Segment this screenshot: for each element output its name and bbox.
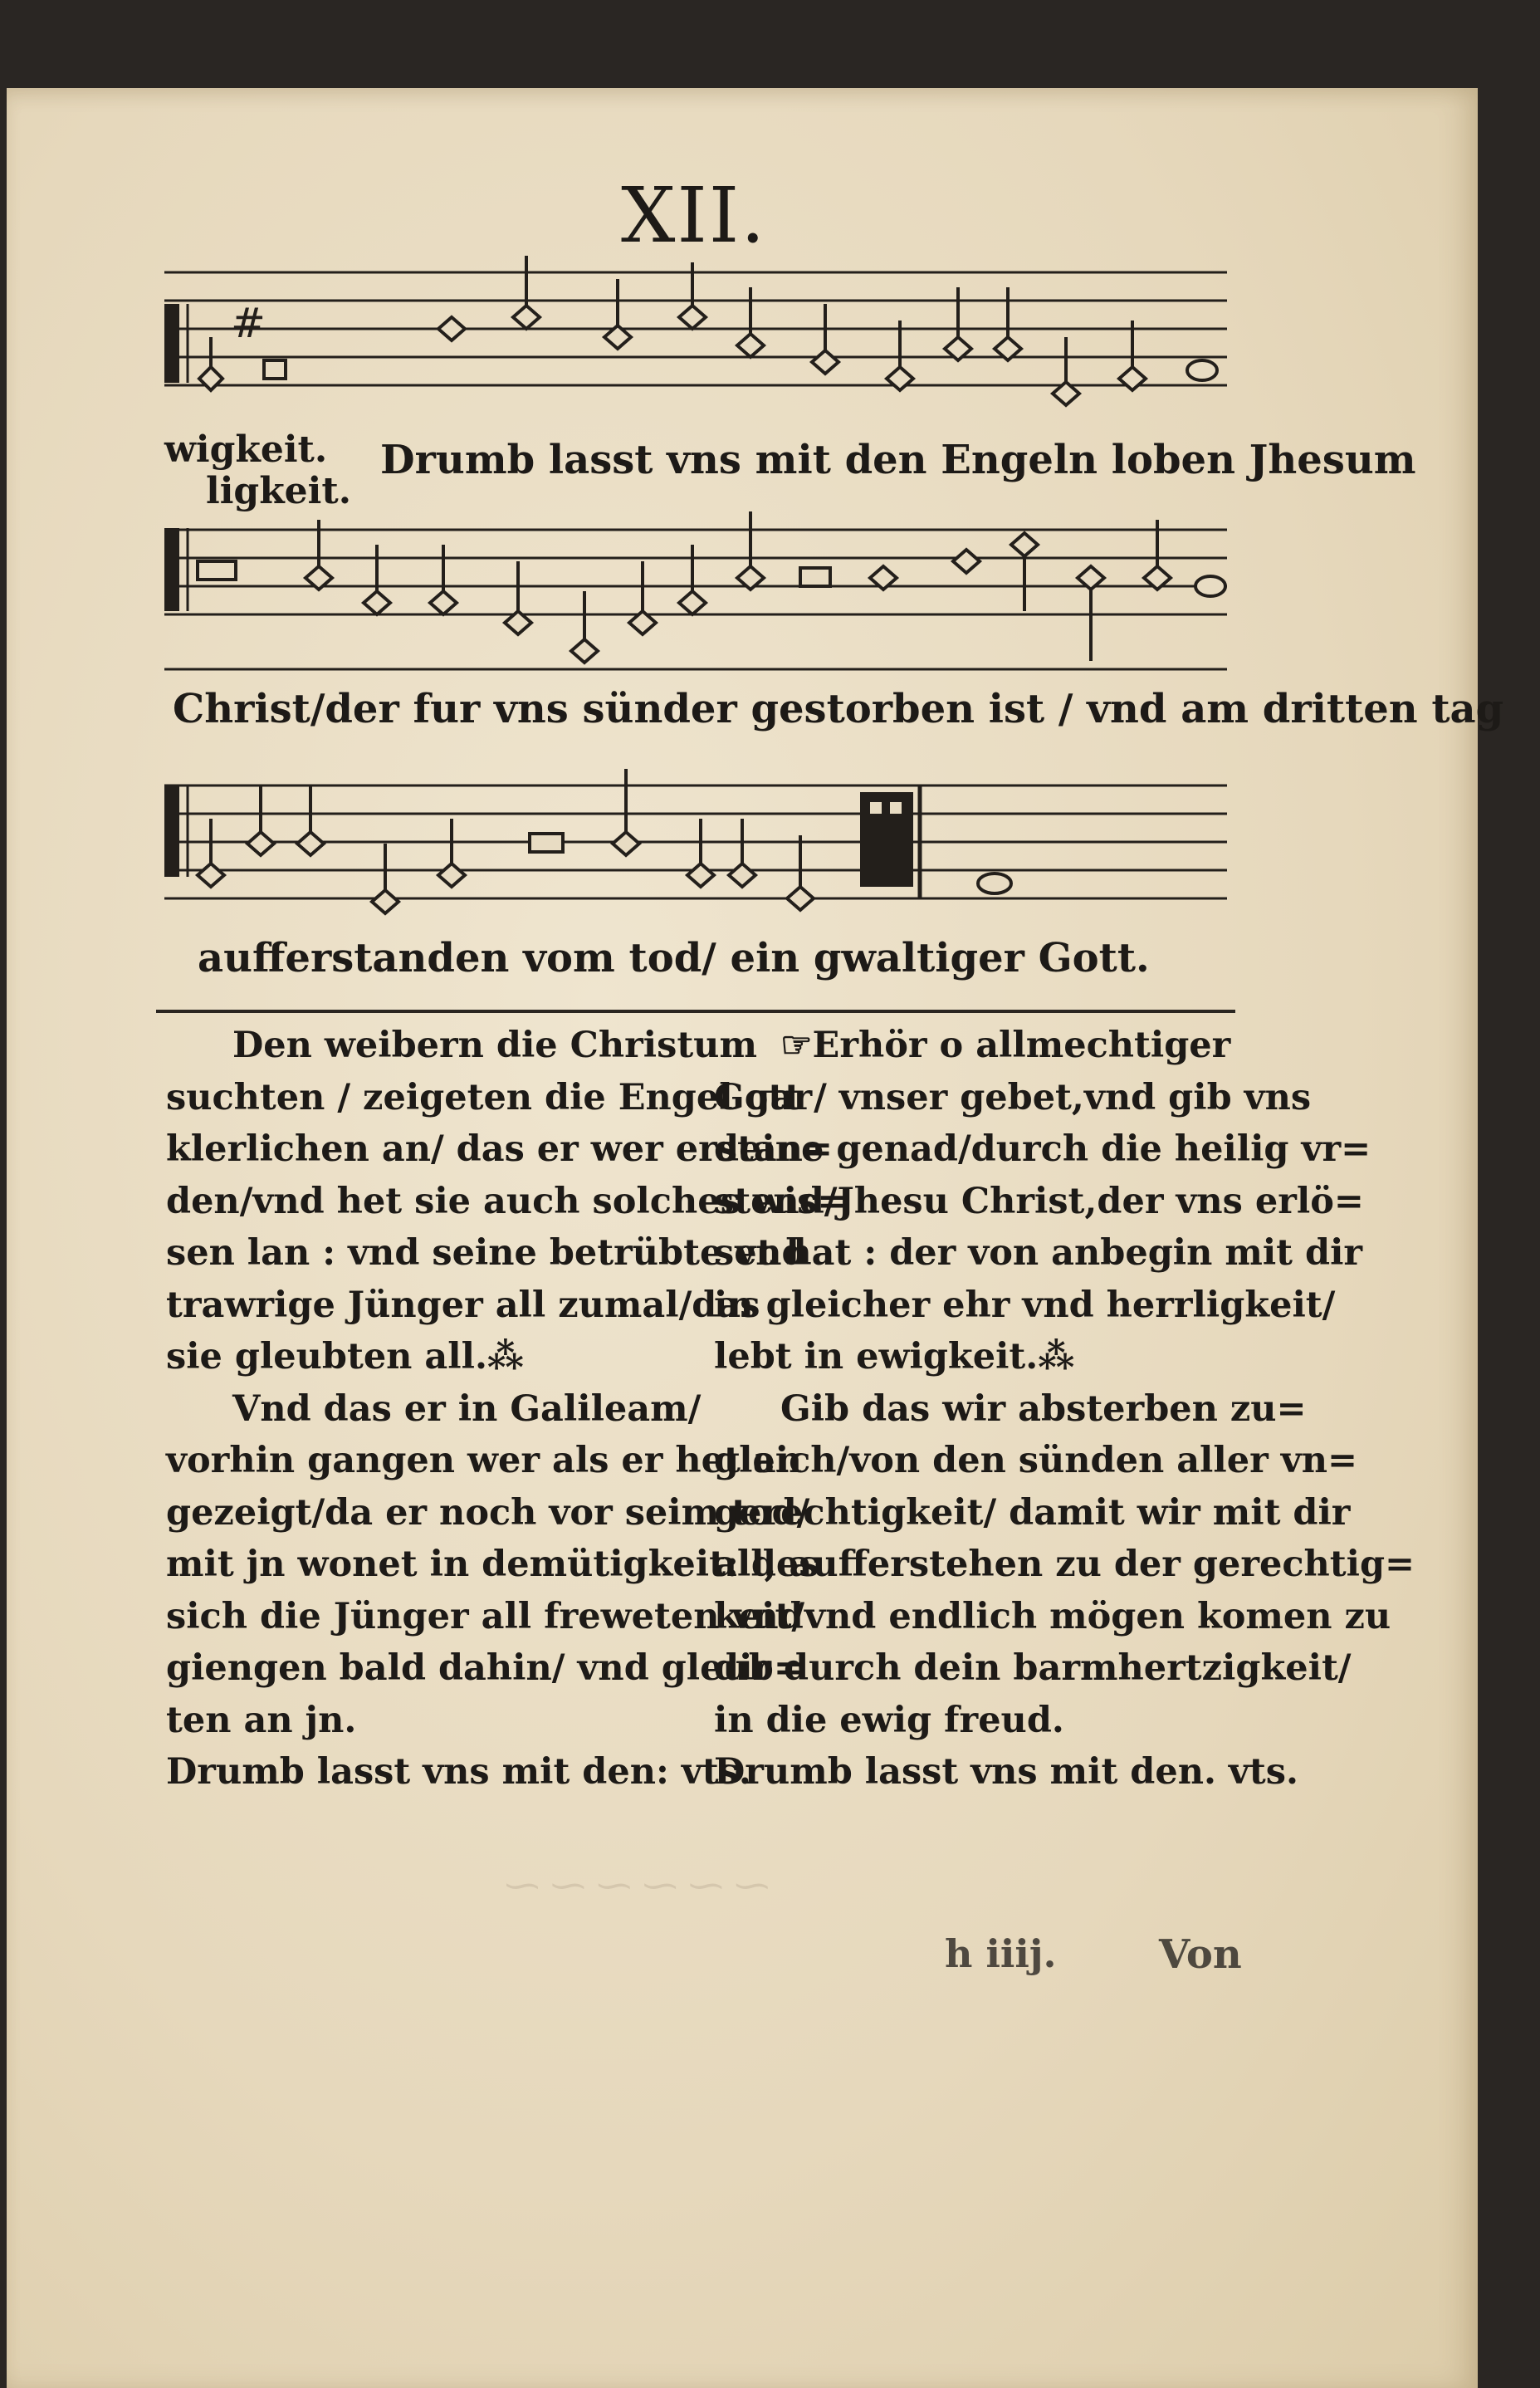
text-line: lebt in ewigkeit.⁂ bbox=[714, 1336, 1075, 1378]
page-title: XII. bbox=[621, 171, 767, 260]
text-line: trawrige Jünger all zumal/das bbox=[166, 1284, 760, 1326]
text-line: Gib das wir absterben zu= bbox=[780, 1387, 1307, 1430]
text-line: sie gleubten all.⁂ bbox=[166, 1336, 524, 1378]
text-line: den/vnd het sie auch solches wis= bbox=[166, 1180, 848, 1222]
bleed-through-text: ⁓ ⁓ ⁓ ⁓ ⁓ ⁓ bbox=[505, 1865, 770, 1906]
text-line: sen lan : vnd seine betrübte vnd bbox=[166, 1232, 807, 1274]
lyric-fragment-top: wigkeit. bbox=[164, 428, 328, 471]
text-line: sich die Jünger all freweten vnd bbox=[166, 1595, 804, 1637]
text-line: vorhin gangen wer als er het an bbox=[166, 1440, 802, 1481]
text-line: in gleicher ehr vnd herrligkeit/ bbox=[714, 1284, 1336, 1326]
music-staff-1 bbox=[156, 254, 1235, 420]
text-line: stend/Jhesu Christ,der vns erlö= bbox=[714, 1180, 1364, 1222]
text-line: gleich/von den sünden aller vn= bbox=[714, 1440, 1357, 1481]
text-line: Vnd das er in Galileam/ bbox=[232, 1387, 702, 1430]
lyric-line-1: Drumb lasst vns mit den Engeln loben Jhesum bbox=[380, 437, 1416, 483]
book-page bbox=[7, 88, 1504, 2388]
lyric-line-2: Christ/der fur vns sünder gestorben ist / vnd am dritten tag bbox=[173, 686, 1504, 732]
text-line: ten an jn. bbox=[166, 1699, 357, 1741]
signature-mark: h iiij. bbox=[945, 1931, 1057, 1976]
text-line: Gott / vnser gebet,vnd gib vns bbox=[714, 1076, 1312, 1118]
text-line: Drumb lasst vns mit den: vts. bbox=[166, 1751, 751, 1793]
lyric-line-3: aufferstanden vom tod/ ein gwaltiger Gott. bbox=[198, 935, 1150, 981]
text-line: set hat : der von anbegin mit dir bbox=[714, 1232, 1363, 1274]
text-line: giengen bald dahin/ vnd gleub= bbox=[166, 1647, 804, 1689]
music-staff-2 bbox=[156, 511, 1235, 678]
text-line: deine genad/durch die heilig vr= bbox=[714, 1128, 1371, 1170]
text-line: in die ewig freud. bbox=[714, 1699, 1064, 1741]
text-line: gezeigt/da er noch vor seim tod/ bbox=[166, 1491, 810, 1534]
text-line: mit jn wonet in demütigkeit: des bbox=[166, 1544, 819, 1585]
text-line: klerlichen an/ das er wer erstan= bbox=[166, 1128, 833, 1170]
section-divider bbox=[156, 1010, 1235, 1013]
music-staff-3 bbox=[156, 736, 1235, 935]
text-line: ☞Erhör o allmechtiger bbox=[780, 1025, 1231, 1066]
text-line: Den weibern die Christum bbox=[232, 1025, 757, 1066]
text-line: all, aufferstehen zu der gerechtig= bbox=[714, 1544, 1415, 1585]
text-line: keit/vnd endlich mögen komen zu bbox=[714, 1595, 1391, 1637]
text-line: dir durch dein barmhertzigkeit/ bbox=[714, 1647, 1352, 1689]
svg-text:#: # bbox=[231, 299, 266, 347]
text-line: suchten / zeigeten die Engel gar bbox=[166, 1076, 813, 1118]
right-text-column bbox=[714, 1020, 1415, 1798]
lyric-fragment-bottom: ligkeit. bbox=[206, 470, 352, 512]
text-line: Drumb lasst vns mit den. vts. bbox=[714, 1751, 1298, 1793]
text-line: gerechtigkeit/ damit wir mit dir bbox=[714, 1491, 1351, 1534]
catchword: Von bbox=[1159, 1931, 1242, 1978]
